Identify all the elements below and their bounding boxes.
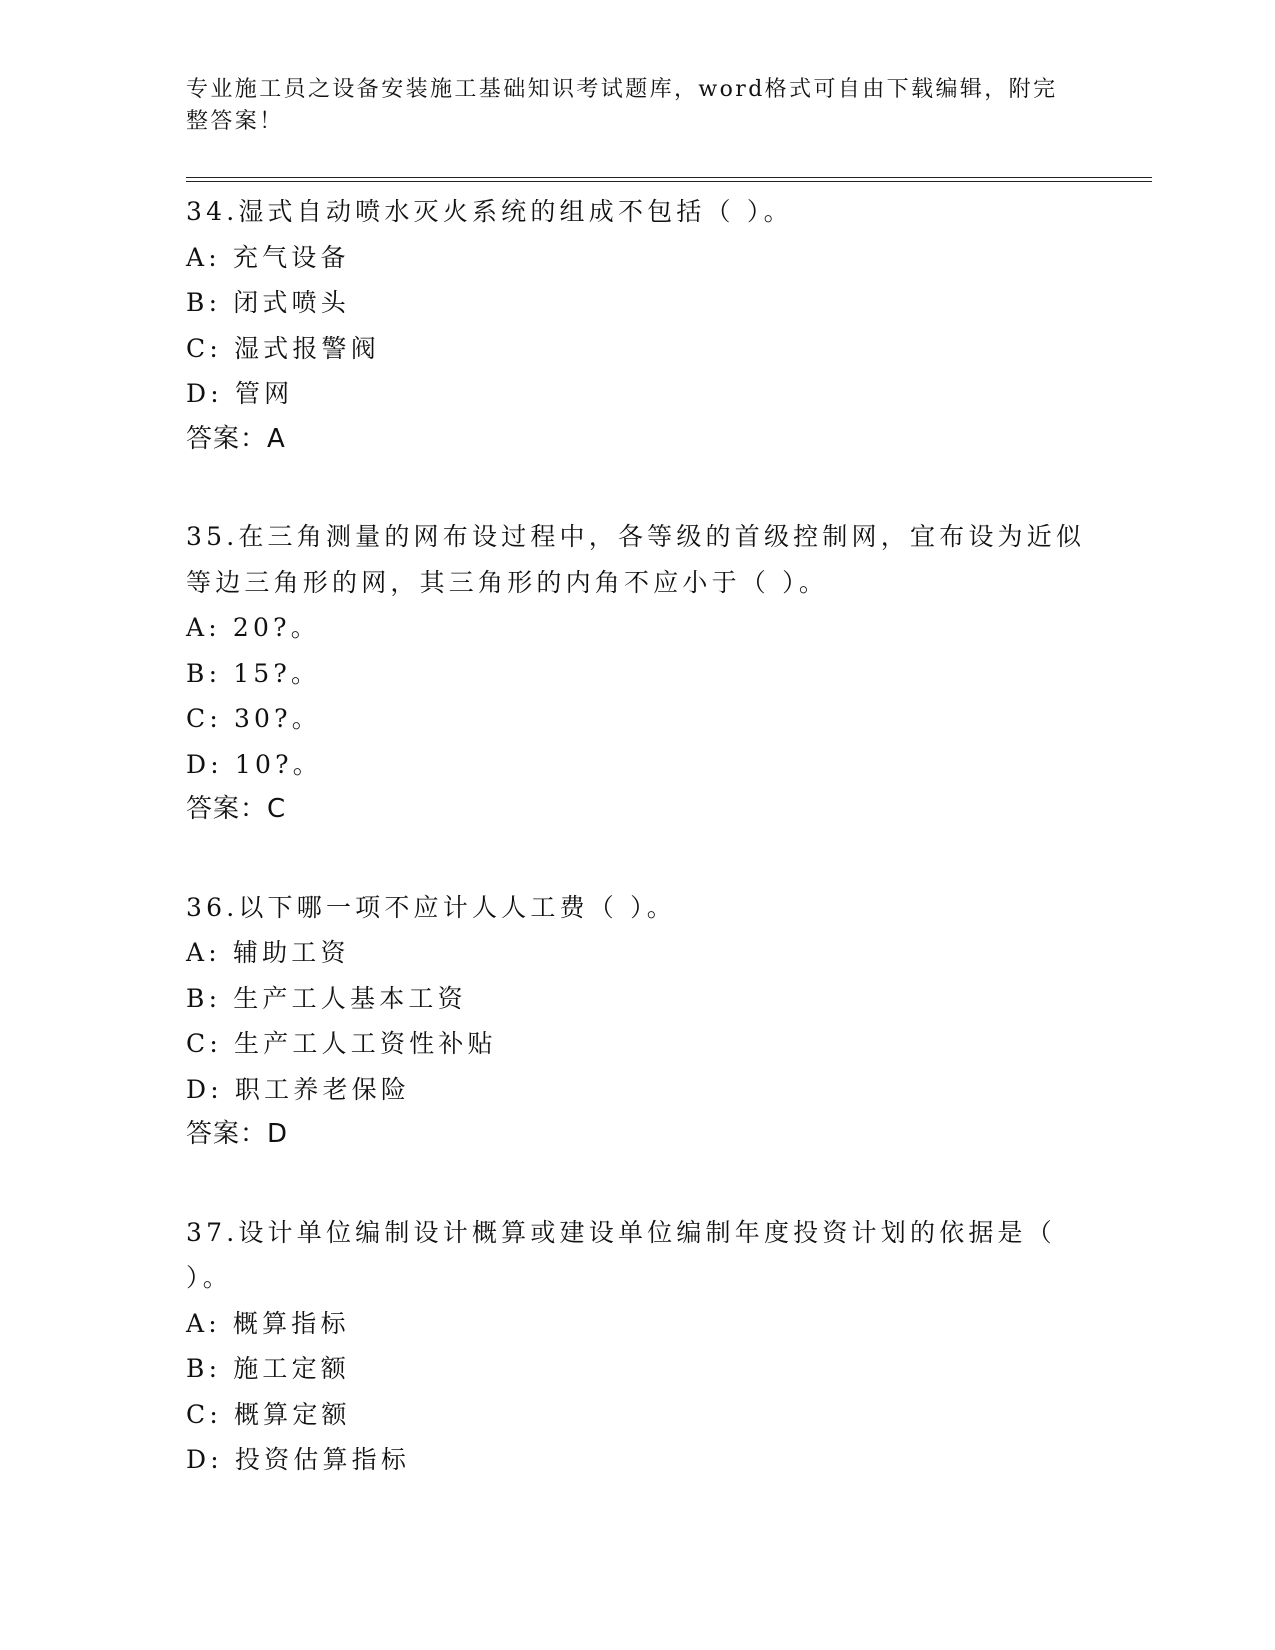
header-line-2: 整答案！ xyxy=(186,109,284,134)
option-letter: D: xyxy=(186,749,223,779)
option-d xyxy=(186,1067,1086,1113)
option-c xyxy=(186,1392,1086,1438)
option-text: 职工养老保险 xyxy=(234,1074,411,1104)
question-stem-line-1: 35.在三角测量的网布设过程中，各等级的首级控制网，宜布设为近似 xyxy=(186,522,1086,551)
option-d xyxy=(186,371,1086,417)
document-header xyxy=(186,74,1066,138)
option-d xyxy=(186,742,1086,788)
option-letter: D: xyxy=(186,1074,223,1104)
option-text: 30?。 xyxy=(233,704,321,733)
option-b xyxy=(186,1346,1086,1392)
question-35 xyxy=(186,514,1086,833)
option-letter: A: xyxy=(186,242,221,272)
option-letter: C: xyxy=(186,1399,222,1429)
option-d xyxy=(186,1437,1086,1483)
option-letter: A: xyxy=(186,1308,221,1338)
option-text: 施工定额 xyxy=(233,1354,351,1383)
option-b xyxy=(186,651,1086,697)
option-letter: A: xyxy=(186,613,221,642)
option-a xyxy=(186,1301,1086,1347)
option-letter: B: xyxy=(186,658,222,688)
question-stem-line-2: ）。 xyxy=(186,1263,232,1292)
option-text: 15?。 xyxy=(233,658,321,688)
option-c xyxy=(186,1021,1086,1067)
option-letter: C: xyxy=(186,1029,222,1058)
option-a xyxy=(186,930,1086,976)
option-a xyxy=(186,605,1086,651)
question-stem: 34.湿式自动喷水灭火系统的组成不包括（ ）。 xyxy=(186,197,793,226)
option-text: 生产工人工资性补贴 xyxy=(233,1029,497,1058)
header-divider-bottom xyxy=(186,181,1152,182)
option-letter: D: xyxy=(186,1445,223,1474)
option-c xyxy=(186,696,1086,742)
option-text: 10?。 xyxy=(234,749,322,779)
question-stem-line-1: 37.设计单位编制设计概算或建设单位编制年度投资计划的依据是（ xyxy=(186,1217,1056,1247)
question-stem-line-2: 等边三角形的网，其三角形的内角不应小于（ ）。 xyxy=(186,567,829,597)
option-text: 充气设备 xyxy=(232,242,350,272)
option-text: 投资估算指标 xyxy=(234,1445,411,1474)
option-text: 闭式喷头 xyxy=(233,288,351,317)
question-list xyxy=(186,189,1086,1483)
option-a xyxy=(186,235,1086,281)
option-letter: A: xyxy=(186,938,221,967)
option-letter: B: xyxy=(186,1354,222,1383)
option-text: 湿式报警阀 xyxy=(233,333,380,363)
option-letter: B: xyxy=(186,983,222,1013)
question-34 xyxy=(186,189,1086,462)
option-letter: D: xyxy=(186,379,223,408)
header-line-1: 专业施工员之设备安装施工基础知识考试题库，word格式可自由下载编辑，附完 xyxy=(186,77,1058,102)
answer-line: 答案：C xyxy=(186,794,287,824)
option-letter: C: xyxy=(186,333,222,363)
question-36 xyxy=(186,885,1086,1158)
answer-line: 答案：D xyxy=(186,1119,289,1149)
option-text: 概算定额 xyxy=(233,1399,351,1429)
option-text: 20?。 xyxy=(232,613,320,642)
option-b xyxy=(186,976,1086,1022)
option-text: 生产工人基本工资 xyxy=(233,983,467,1013)
option-letter: C: xyxy=(186,704,222,733)
question-stem: 36.以下哪一项不应计人人工费（ ）。 xyxy=(186,892,677,922)
header-divider-top xyxy=(186,177,1152,178)
question-37 xyxy=(186,1210,1086,1483)
option-text: 概算指标 xyxy=(232,1308,350,1338)
option-text: 管网 xyxy=(234,379,294,408)
option-text: 辅助工资 xyxy=(232,938,350,967)
option-letter: B: xyxy=(186,288,222,317)
option-b xyxy=(186,280,1086,326)
option-c xyxy=(186,326,1086,372)
answer-line: 答案：A xyxy=(186,423,286,454)
